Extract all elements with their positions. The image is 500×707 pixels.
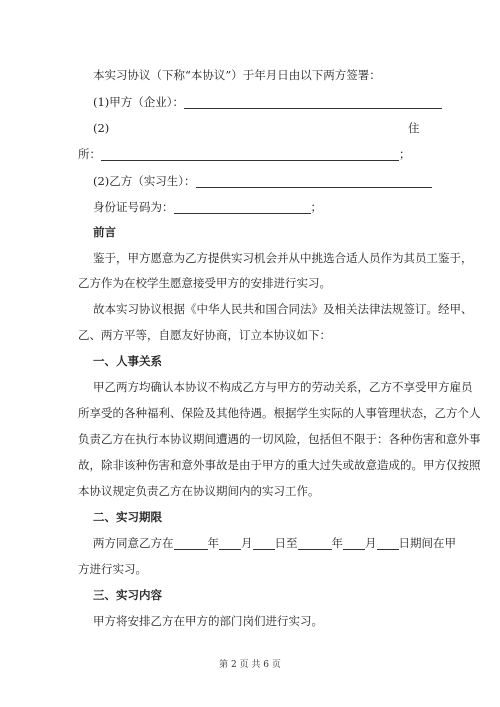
section2-text-f: 月 xyxy=(365,536,377,550)
id-line xyxy=(93,200,322,214)
party-a-line xyxy=(93,95,442,109)
section1-line5: 本协议规定负责乙方在协议期间内的实习工作。 xyxy=(78,484,320,498)
id-blank[interactable] xyxy=(174,201,311,214)
section1-heading: 一、人事关系 xyxy=(93,354,162,368)
section1-line3: 负责乙方在执行本协议期间遭遇的一切风险，包括但不限于：各种伤害和意外事 xyxy=(78,432,481,446)
preface-p2-line1: 故本实习协议根据《中华人民共和国合同法》及相关法律法规签订。经甲、 xyxy=(93,302,473,316)
address-blank[interactable] xyxy=(101,148,399,161)
section2-heading: 二、实习期限 xyxy=(93,510,162,524)
party-a-blank[interactable] xyxy=(184,96,442,109)
preface-p2-line2: 乙、两方平等，自愿友好协商，订立本协议如下： xyxy=(78,328,331,342)
start-day-blank[interactable] xyxy=(253,537,275,550)
section2-text-c: 月 xyxy=(241,536,253,550)
section1-line4: 故，除非该种伤害和意外事故是由于甲方的重大过失或故意造成的。甲方仅按照 xyxy=(78,458,481,472)
start-year-blank[interactable] xyxy=(174,537,208,550)
id-label: 身份证号码为： xyxy=(93,200,174,214)
end-day-blank[interactable] xyxy=(377,537,399,550)
section1-line2: 所享受的各种福利、保险及其他待遇。根据学生实际的人事管理状态，乙方个人 xyxy=(78,406,481,420)
page-footer: 第 2 页 共 6 页 xyxy=(219,660,281,670)
party-b-line xyxy=(93,174,432,188)
address-label: 所： xyxy=(78,147,101,161)
id-end: ； xyxy=(310,200,322,214)
section1-line1: 甲乙两方均确认本协议不构成乙方与甲方的劳动关系，乙方不享受甲方雇员 xyxy=(93,380,473,394)
section2-text-d: 日至 xyxy=(274,536,298,550)
section2-text-a: 两方同意乙方在 xyxy=(93,536,174,550)
preface-p1-line2: 乙方作为在校学生愿意接受甲方的安排进行实习。 xyxy=(78,276,331,290)
section2-text-b: 年 xyxy=(207,536,219,550)
party-b-blank[interactable] xyxy=(196,175,432,188)
intro-line: 本实习协议（下称“本协议”）于年月日由以下两方签署： xyxy=(93,68,381,82)
address-line xyxy=(78,147,411,161)
address-number: (2) xyxy=(93,121,110,135)
address-end: ； xyxy=(399,147,411,161)
party-a-label: (1)甲方（企业）： xyxy=(93,95,185,109)
section2-text-g: 日期间在甲 xyxy=(398,536,456,550)
section2-line2: 方进行实习。 xyxy=(78,562,147,576)
address-zhu: 住 xyxy=(408,121,420,135)
preface-heading: 前言 xyxy=(93,225,116,239)
section3-line1: 甲方将安排乙方在甲方的部门岗们进行实习。 xyxy=(93,614,323,628)
end-year-blank[interactable] xyxy=(298,537,332,550)
start-month-blank[interactable] xyxy=(219,537,241,550)
section2-line1 xyxy=(93,536,456,550)
party-b-label: (2)乙方（实习生）： xyxy=(93,174,196,188)
section3-heading: 三、实习内容 xyxy=(93,588,162,602)
section2-text-e: 年 xyxy=(331,536,343,550)
preface-p1-line1: 鉴于，甲方愿意为乙方提供实习机会并从中挑选合适人员作为其员工鉴于， xyxy=(93,251,473,265)
end-month-blank[interactable] xyxy=(343,537,365,550)
